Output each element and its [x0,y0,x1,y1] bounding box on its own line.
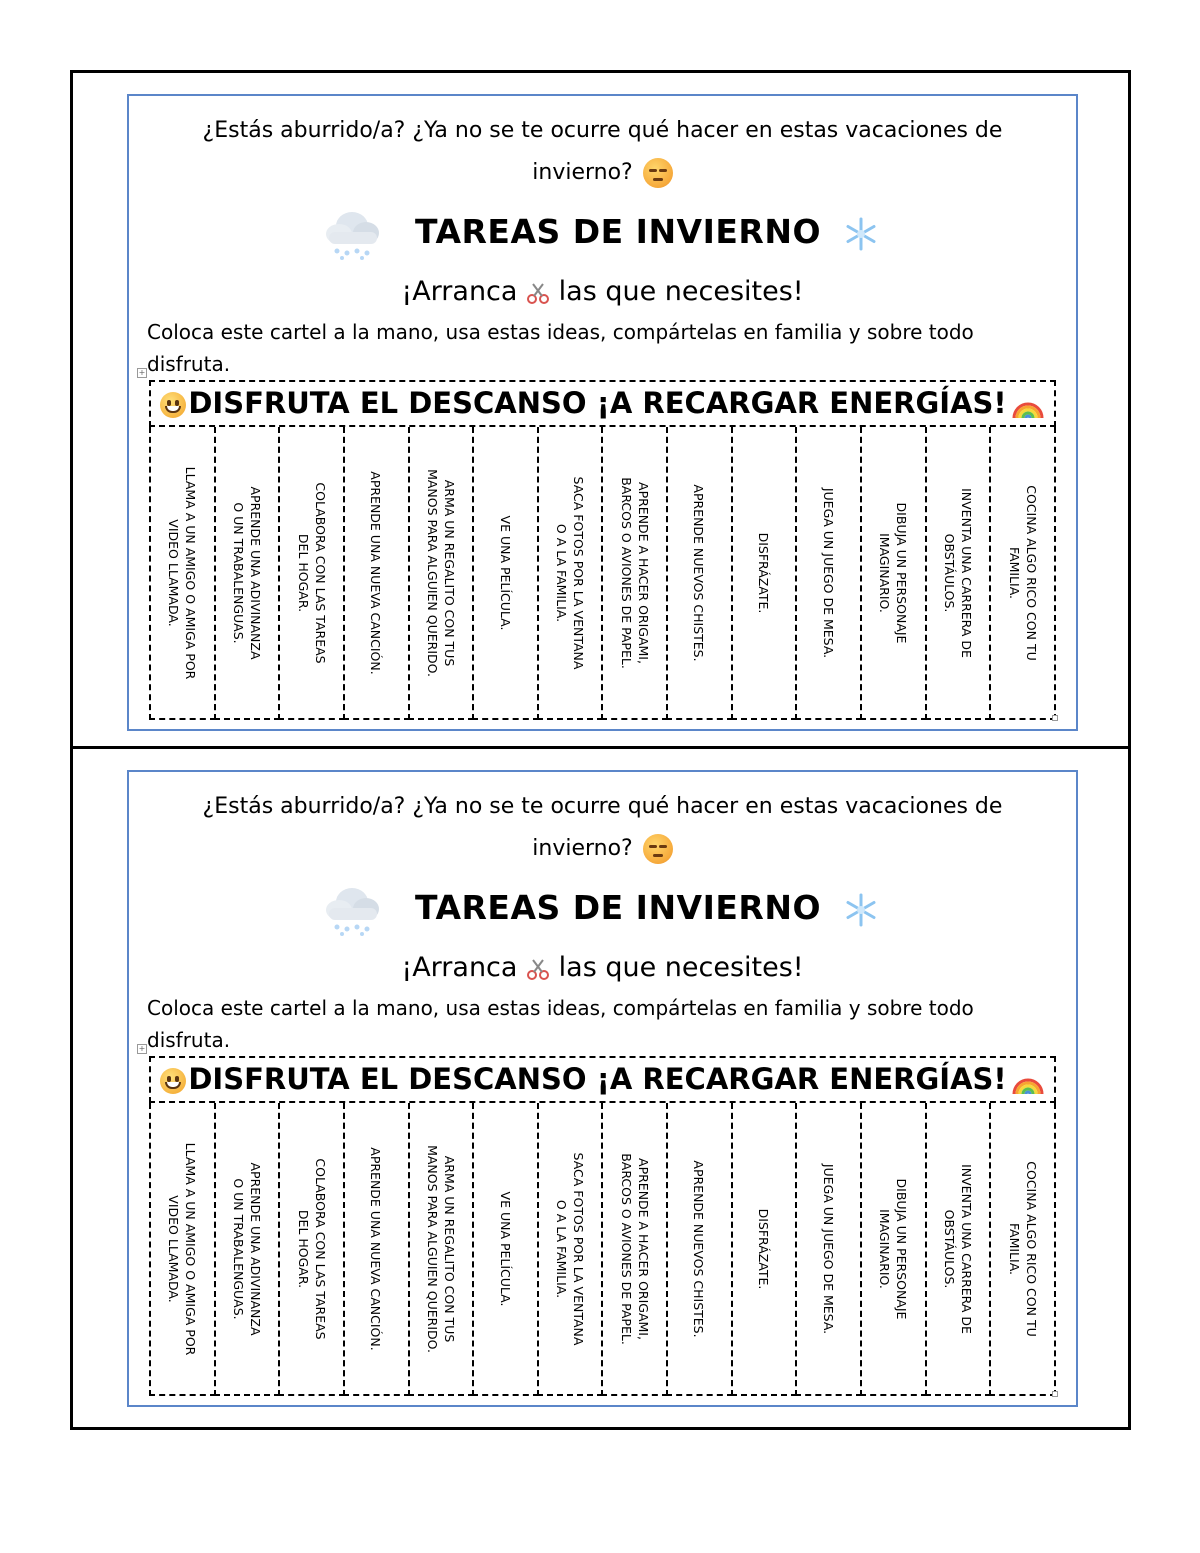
intro-line-2-wrap [149,152,1056,194]
strip-line-1: COCINA ALGO RICO CON TU [1023,485,1039,661]
table-move-handle[interactable]: + [138,368,146,377]
rainbow-icon [1011,390,1045,420]
tear-strip[interactable] [860,1103,927,1396]
subtitle-after: las que necesites! [558,276,804,307]
title-row [129,202,1076,264]
flyer-top [127,94,1078,731]
strip-line-1: LLAMA A UN AMIGO O AMIGA POR [183,1142,199,1356]
strip-line-1: DISFRÁZATE. [756,1208,772,1290]
strip-line-1: LLAMA A UN AMIGO O AMIGA POR [183,466,199,680]
tear-strip[interactable] [860,427,927,720]
grinning-face-icon [160,1068,186,1094]
intro-line-2: invierno? [532,836,633,861]
tear-strip[interactable] [601,1103,668,1396]
strip-line-2: DEL HOGAR. [295,533,311,613]
snow-cloud-icon [321,206,383,262]
strip-line-1: ARMA UN REGALITO CON TUS [441,479,457,667]
scissors-icon [526,957,550,981]
table-banner [149,380,1056,427]
tear-strip[interactable] [408,427,475,720]
tear-off-table [149,1056,1056,1396]
tear-off-table [149,380,1056,720]
tear-strip[interactable] [343,1103,410,1396]
tear-strip[interactable] [989,1103,1056,1396]
strip-line-1: ARMA UN REGALITO CON TUS [441,1155,457,1343]
strip-line-2: O A LA FAMILIA. [554,1199,570,1299]
strip-line-2: VIDEO LLAMADA. [166,519,182,627]
strip-line-1: APRENDE A HACER ORIGAMI, [635,1158,651,1340]
intro-line-1: ¿Estás aburrido/a? ¿Ya no se te ocurre qué hacer en estas vacaciones de [202,794,1003,819]
tear-strip[interactable] [149,1103,216,1396]
strip-line-1: APRENDE NUEVOS CHISTES. [691,484,707,662]
table-move-handle[interactable]: + [138,1044,146,1053]
tear-strip[interactable] [472,1103,539,1396]
subtitle-before: ¡Arranca [401,952,518,983]
strip-line-1: INVENTA UNA CARRERA DE [959,488,974,658]
strip-line-1: INVENTA UNA CARRERA DE [959,1164,974,1334]
strip-line-2: FAMILIA. [1006,1222,1022,1276]
tear-strip[interactable] [537,1103,604,1396]
snow-cloud-icon [321,882,383,938]
unamused-face-icon [643,158,673,188]
snowflake-icon [843,216,879,252]
tear-strip[interactable] [278,427,345,720]
strip-line-1: APRENDE UNA NUEVA CANCIÓN. [368,1147,384,1351]
table-resize-handle[interactable] [1052,1391,1058,1397]
strip-line-2: OBSTÁULOS. [942,1209,957,1289]
snowflake-icon [843,892,879,928]
strip-line-1: APRENDE A HACER ORIGAMI, [635,482,651,664]
tear-off-strips [149,427,1056,720]
table-banner [149,1056,1056,1103]
tear-off-strips [149,1103,1056,1396]
intro-line-1: ¿Estás aburrido/a? ¿Ya no se te ocurre qué hacer en estas vacaciones de [202,118,1003,143]
strip-line-1: VE UNA PELÍCULA. [498,1191,514,1307]
instructions-line-1: Coloca este cartel a la mano, usa estas ideas, compártelas en familia y sobre todo [147,996,974,1020]
strip-line-1: APRENDE UNA NUEVA CANCIÓN. [368,471,384,675]
subtitle-after: las que necesites! [558,952,804,983]
instructions [147,992,1016,1056]
strip-line-2: BARCOS O AVIONES DE PAPEL. [618,477,634,669]
strip-line-2: O A LA FAMILIA. [554,523,570,623]
subtitle-before: ¡Arranca [401,276,518,307]
strip-line-1: APRENDE UNA ADIVINANZA [247,486,263,660]
strip-line-1: APRENDE UNA ADIVINANZA [247,1162,263,1336]
intro-line-2: invierno? [532,160,633,185]
tear-strip[interactable] [278,1103,345,1396]
tear-strip[interactable] [989,427,1056,720]
tear-strip[interactable] [214,1103,281,1396]
strip-line-2: OBSTÁULOS. [942,533,957,613]
strip-line-2: DEL HOGAR. [295,1209,311,1289]
tear-strip[interactable] [666,1103,733,1396]
table-resize-handle[interactable] [1052,715,1058,721]
intro-line-2-wrap [149,828,1056,870]
tear-strip[interactable] [731,427,798,720]
intro-text [149,786,1056,870]
cut-divider [70,746,1131,749]
subtitle [129,276,1076,307]
tear-strip[interactable] [472,427,539,720]
strip-line-1: SACA FOTOS POR LA VENTANA [571,476,587,670]
subtitle [129,952,1076,983]
instructions [147,316,1016,380]
strip-line-2: FAMILIA. [1006,546,1022,600]
instructions-line-1: Coloca este cartel a la mano, usa estas ideas, compártelas en familia y sobre todo [147,320,974,344]
banner-text: DISFRUTA EL DESCANSO ¡A RECARGAR ENERGÍAS! [188,1062,1007,1096]
flyer-bottom [127,770,1078,1407]
strip-line-1: JUEGA UN JUEGO DE MESA. [821,487,837,659]
strip-line-2: O UN TRABALENGUAS. [230,1178,246,1320]
strip-line-1: COLABORA CON LAS TAREAS [312,482,328,664]
tear-strip[interactable] [537,427,604,720]
tear-strip[interactable] [925,427,992,720]
intro-text [149,110,1056,194]
scissors-icon [526,281,550,305]
strip-line-2: VIDEO LLAMADA. [166,1195,182,1303]
page-title: TAREAS DE INVIERNO [415,212,821,251]
strip-line-2: IMAGINARIO. [877,1209,893,1289]
tear-strip[interactable] [601,427,668,720]
strip-line-1: COLABORA CON LAS TAREAS [312,1158,328,1340]
strip-line-2: MANOS PARA ALGUIEN QUERIDO. [424,1145,440,1353]
tear-strip[interactable] [214,427,281,720]
title-row [129,878,1076,940]
tear-strip[interactable] [925,1103,992,1396]
instructions-line-2: disfruta. [147,1028,231,1052]
tear-strip[interactable] [343,427,410,720]
strip-line-1: APRENDE NUEVOS CHISTES. [691,1160,707,1338]
tear-strip[interactable] [408,1103,475,1396]
strip-line-1: COCINA ALGO RICO CON TU [1023,1161,1039,1337]
strip-line-2: IMAGINARIO. [877,533,893,613]
rainbow-icon [1011,1066,1045,1096]
tear-strip[interactable] [731,1103,798,1396]
tear-strip[interactable] [666,427,733,720]
tear-strip[interactable] [795,427,862,720]
strip-line-2: MANOS PARA ALGUIEN QUERIDO. [424,469,440,677]
strip-line-1: JUEGA UN JUEGO DE MESA. [821,1163,837,1335]
strip-line-2: BARCOS O AVIONES DE PAPEL. [618,1153,634,1345]
banner-text: DISFRUTA EL DESCANSO ¡A RECARGAR ENERGÍAS! [188,386,1007,420]
unamused-face-icon [643,834,673,864]
strip-line-1: SACA FOTOS POR LA VENTANA [571,1152,587,1346]
strip-line-1: DIBUJA UN PERSONAJE [894,502,910,644]
grinning-face-icon [160,392,186,418]
page-title: TAREAS DE INVIERNO [415,888,821,927]
strip-line-1: DIBUJA UN PERSONAJE [894,1178,910,1320]
instructions-line-2: disfruta. [147,352,231,376]
strip-line-1: DISFRÁZATE. [756,532,772,614]
tear-strip[interactable] [795,1103,862,1396]
tear-strip[interactable] [149,427,216,720]
strip-line-1: VE UNA PELÍCULA. [498,515,514,631]
strip-line-2: O UN TRABALENGUAS. [230,502,246,644]
